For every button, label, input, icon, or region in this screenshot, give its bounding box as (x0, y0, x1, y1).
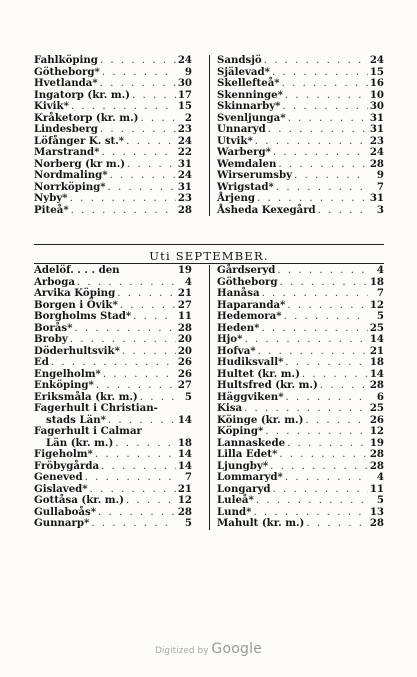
top-left-column (34, 55, 192, 216)
dot-leader (98, 507, 176, 519)
dot-leader (318, 205, 368, 217)
google-logo: Google (211, 641, 262, 657)
heading-rule-top (34, 244, 384, 245)
place-name: Ed (34, 356, 49, 368)
market-day: 11 (369, 482, 384, 495)
market-row (217, 357, 384, 369)
market-day: 5 (184, 517, 192, 529)
dot-leader (306, 518, 367, 530)
market-row (34, 426, 192, 438)
place-name: Själevad* (217, 65, 270, 78)
market-day: 20 (177, 344, 192, 357)
place-name: Hedemora* (217, 310, 282, 322)
market-row (217, 193, 384, 205)
market-row (34, 449, 192, 461)
place-name: Mahult (kr. m.) (217, 517, 305, 529)
place-name: Lund* (217, 505, 252, 518)
market-day: 4 (376, 471, 384, 483)
dot-leader (244, 334, 367, 346)
dot-leader (71, 101, 176, 113)
dot-leader (285, 90, 368, 102)
place-name: Götheborg (217, 275, 278, 288)
place-name: Eriksmåla (kr. m.) (34, 390, 138, 403)
market-row (34, 205, 192, 217)
dot-leader (282, 101, 367, 113)
place-name: Kisa (217, 402, 243, 414)
market-day: 30 (177, 77, 192, 89)
market-row (217, 380, 384, 392)
market-row (217, 392, 384, 404)
place-name: Årjeng (217, 192, 255, 204)
market-day: 24 (177, 134, 192, 147)
place-name: Döderhultsvik* (34, 344, 120, 357)
market-row (34, 518, 192, 530)
dot-leader (273, 147, 368, 159)
market-day: 24 (177, 54, 192, 66)
place-name: Gislaved* (34, 482, 88, 495)
market-day: 21 (177, 482, 192, 495)
place-name: Norrköping* (34, 180, 106, 193)
market-row (34, 101, 192, 113)
place-name: Hofva* (217, 344, 256, 357)
dot-leader (244, 403, 368, 415)
dot-leader (264, 55, 368, 67)
market-day: 24 (369, 146, 384, 158)
market-day: 11 (177, 310, 192, 322)
place-name: Lommaryd* (217, 471, 283, 483)
place-name: Köping* (217, 425, 264, 437)
place-name: Enköping* (34, 379, 94, 391)
place-name: stads Län* (46, 413, 106, 426)
dot-leader (261, 323, 367, 335)
market-day: 18 (177, 436, 192, 449)
market-day: 31 (369, 111, 384, 124)
market-row (34, 193, 192, 205)
market-day: 14 (177, 459, 192, 472)
dot-leader (277, 265, 368, 277)
place-name: Heden* (217, 321, 260, 334)
dot-leader (287, 438, 368, 450)
place-name: Lannaskede (217, 436, 286, 449)
dot-leader (102, 67, 176, 79)
place-name: Län (kr. m.) (46, 436, 114, 449)
place-name: Gottåsa (kr. m.) (34, 494, 124, 506)
place-name: Fahlköping (34, 54, 98, 66)
market-row (34, 346, 192, 358)
market-row (217, 55, 384, 67)
dot-leader (117, 288, 176, 300)
place-name: Longaryd (217, 482, 271, 495)
market-row (217, 472, 384, 484)
market-row (34, 265, 192, 277)
place-name: Skellefteå* (217, 77, 280, 89)
dot-leader (95, 449, 176, 461)
market-day: 12 (369, 425, 384, 437)
place-name: Wirserumsby (217, 169, 293, 181)
market-row (217, 311, 384, 323)
place-name: Arvika Köping (34, 287, 116, 299)
place-name: Nordmaling* (34, 169, 108, 181)
dot-leader (51, 357, 176, 369)
market-day: 28 (369, 379, 384, 391)
market-day: 14 (369, 367, 384, 380)
footer-prefix: Digitized by (154, 646, 209, 656)
market-day: 21 (369, 344, 384, 357)
market-row (34, 147, 192, 159)
market-day: 26 (177, 367, 192, 380)
market-row (34, 334, 192, 346)
market-day: 31 (369, 192, 384, 204)
place-name: Hjo* (217, 333, 243, 345)
dot-leader (96, 380, 176, 392)
market-day: 5 (376, 310, 384, 322)
place-name: Fagerhult i Calmar (34, 425, 142, 437)
dot-leader (110, 170, 176, 182)
september-section (34, 265, 384, 530)
month-heading: Uti SEPTEMBER. (149, 249, 269, 263)
market-row (217, 265, 384, 277)
dot-leader (273, 484, 368, 496)
dot-leader (257, 193, 368, 205)
market-row (34, 78, 192, 90)
place-name: Åsheda Kexegård (217, 203, 316, 216)
place-name: Arboga (34, 275, 75, 288)
market-row (217, 334, 384, 346)
place-name: Norberg (kr m.) (34, 157, 126, 170)
month-heading-block (34, 244, 384, 264)
market-row (34, 124, 192, 136)
column-divider (209, 55, 210, 216)
market-day: 19 (369, 436, 384, 449)
dot-leader (268, 124, 368, 136)
place-name: Gullaboås* (34, 505, 97, 518)
place-name: Fröbygårda (34, 459, 100, 472)
market-row (34, 170, 192, 182)
september-left-column (34, 265, 192, 530)
market-row (34, 55, 192, 67)
market-row (34, 380, 192, 392)
dot-leader (133, 311, 176, 323)
top-right-column (217, 55, 384, 216)
place-name: Sandsjö (217, 54, 262, 66)
place-name: Borgen i Övik* (34, 298, 118, 311)
market-day: 12 (369, 298, 384, 311)
market-row (217, 170, 384, 182)
place-name: Götheborg* (34, 65, 100, 78)
market-day: 22 (177, 146, 192, 158)
market-day: 14 (369, 333, 384, 345)
dot-leader (126, 136, 176, 148)
market-day: 31 (369, 123, 384, 135)
place-name: Hanåsa (217, 287, 260, 299)
place-name: Luleå* (217, 494, 254, 506)
place-name: Warberg* (217, 146, 271, 158)
market-row (34, 288, 192, 300)
dot-leader (294, 170, 368, 182)
dot-leader (270, 461, 368, 473)
place-name: Wemdalen (217, 157, 277, 170)
dot-leader (127, 159, 176, 171)
dot-leader (100, 124, 176, 136)
place-name: Kivik* (34, 100, 69, 112)
digitized-footer (0, 641, 417, 657)
dot-leader (91, 518, 176, 530)
place-name: Kråketorp (kr. m.) (34, 111, 139, 124)
market-row (217, 205, 384, 217)
market-day: 4 (376, 264, 384, 276)
market-day: 25 (369, 321, 384, 334)
dot-leader (70, 193, 176, 205)
market-day: 16 (369, 77, 384, 89)
dot-leader (85, 472, 176, 484)
market-day: 18 (369, 275, 384, 288)
market-day: 9 (376, 169, 384, 181)
dot-leader (74, 323, 175, 335)
dot-leader (286, 392, 368, 404)
place-name: Lilla Edet* (217, 448, 278, 460)
dot-leader (284, 311, 368, 323)
market-row (34, 472, 192, 484)
market-day: 18 (369, 356, 384, 368)
place-name: Piteå* (34, 203, 69, 216)
market-row (34, 357, 192, 369)
market-day: 5 (376, 494, 384, 506)
market-day: 31 (177, 157, 192, 170)
place-name: Hudiksvall* (217, 356, 284, 368)
market-row (217, 147, 384, 159)
dot-leader (265, 426, 368, 438)
market-row (34, 311, 192, 323)
market-row (34, 403, 192, 415)
september-right-column (217, 265, 384, 530)
market-day: 27 (177, 379, 192, 391)
dot-leader (287, 300, 367, 312)
place-name: Hultet (kr. m.) (217, 367, 300, 380)
dot-leader (276, 182, 368, 194)
place-name: Skinnarby* (217, 100, 281, 112)
dot-leader (272, 67, 368, 79)
dot-leader (320, 380, 368, 392)
market-row (217, 449, 384, 461)
place-name: Nyby* (34, 192, 68, 204)
market-day: 28 (177, 321, 192, 334)
market-day: 26 (369, 413, 384, 426)
market-day: 28 (369, 459, 384, 472)
dot-leader (100, 55, 176, 67)
place-name: Geneved (34, 471, 83, 483)
market-day: 6 (376, 390, 384, 403)
dot-leader (285, 357, 367, 369)
market-row (217, 78, 384, 90)
dot-leader (126, 495, 176, 507)
place-name: Löfånger K. st.* (34, 134, 125, 147)
dot-leader (305, 415, 367, 427)
place-name: Köinge (kr. m.) (217, 413, 304, 426)
dot-leader (282, 78, 368, 90)
market-day: 20 (177, 333, 192, 345)
market-day: 26 (177, 356, 192, 368)
market-row (217, 124, 384, 136)
market-row (217, 518, 384, 530)
market-day: 31 (177, 180, 192, 193)
market-day: 3 (376, 203, 384, 216)
market-row (217, 323, 384, 335)
place-name: Borgholms Stad* (34, 310, 132, 322)
column-divider (209, 265, 210, 530)
market-day: 13 (369, 505, 384, 518)
market-row (217, 101, 384, 113)
dot-leader (101, 461, 176, 473)
market-day: 25 (369, 402, 384, 414)
market-row (217, 288, 384, 300)
market-day: 23 (177, 192, 192, 204)
market-day: 28 (369, 448, 384, 460)
place-name: Unnaryd (217, 123, 266, 135)
market-day: 7 (376, 180, 384, 193)
dot-leader (100, 78, 176, 90)
market-day: 24 (177, 169, 192, 181)
market-day: 14 (177, 448, 192, 460)
place-name: Skenninge* (217, 88, 283, 101)
place-name: Ingatorp (kr. m.) (34, 88, 130, 101)
place-name: Utvik* (217, 134, 253, 147)
market-day: 23 (177, 123, 192, 135)
market-day: 10 (369, 88, 384, 101)
place-name: Gunnarp* (34, 517, 90, 529)
dot-leader (288, 113, 368, 125)
market-day: 7 (376, 287, 384, 299)
market-day: 15 (177, 100, 192, 112)
market-day: 27 (177, 298, 192, 311)
place-name: Hvetlanda* (34, 77, 98, 89)
market-day: 30 (369, 100, 384, 112)
place-name: Broby (34, 333, 68, 345)
market-day: 28 (177, 203, 192, 216)
place-name: Wrigstad* (217, 180, 274, 193)
dot-leader (70, 334, 176, 346)
place-name: Marstrand* (34, 146, 100, 158)
market-day: 15 (369, 65, 384, 78)
dot-leader (102, 147, 176, 159)
market-day: 23 (369, 134, 384, 147)
market-row (217, 495, 384, 507)
place-name: Lindesberg (34, 123, 98, 135)
market-day: 12 (177, 494, 192, 506)
dot-leader (115, 438, 176, 450)
market-day: 24 (369, 54, 384, 66)
top-section (34, 55, 384, 216)
dot-leader (140, 113, 176, 125)
market-day: 17 (177, 88, 192, 101)
market-day: 4 (184, 275, 192, 288)
market-day: 2 (184, 111, 192, 124)
market-day: 5 (184, 390, 192, 403)
market-day: 28 (177, 505, 192, 518)
place-name: Hultsfred (kr. m.) (217, 379, 318, 391)
dot-leader (279, 449, 367, 461)
market-day: 21 (177, 287, 192, 299)
market-day: 28 (369, 157, 384, 170)
place-name: Borås* (34, 321, 73, 334)
dot-leader (262, 288, 368, 300)
market-row (217, 426, 384, 438)
place-name: Ljungby* (217, 459, 269, 472)
place-name: Haparanda* (217, 298, 286, 311)
place-name: Gårdseryd (217, 264, 276, 276)
market-day: 7 (184, 471, 192, 483)
place-name: Fagerhult i Christian- (34, 402, 158, 414)
market-day: 19 (177, 264, 192, 276)
dot-leader (103, 369, 176, 381)
dot-leader (285, 472, 368, 484)
place-name: Häggviken* (217, 390, 284, 403)
dot-leader (71, 205, 176, 217)
market-row (34, 495, 192, 507)
dot-leader (280, 277, 368, 289)
market-day: 14 (177, 413, 192, 426)
dot-leader (132, 90, 176, 102)
market-row (217, 403, 384, 415)
place-name: Svenljunga* (217, 111, 286, 124)
dot-leader (255, 136, 368, 148)
dot-leader (256, 495, 368, 507)
dot-leader (108, 182, 176, 194)
market-day: 9 (184, 65, 192, 78)
place-name: Figeholm* (34, 448, 93, 460)
market-day: 28 (369, 517, 384, 529)
place-name: Adelöf. . . . den (34, 264, 120, 276)
dot-leader (122, 346, 176, 358)
place-name: Engelholm* (34, 367, 101, 380)
